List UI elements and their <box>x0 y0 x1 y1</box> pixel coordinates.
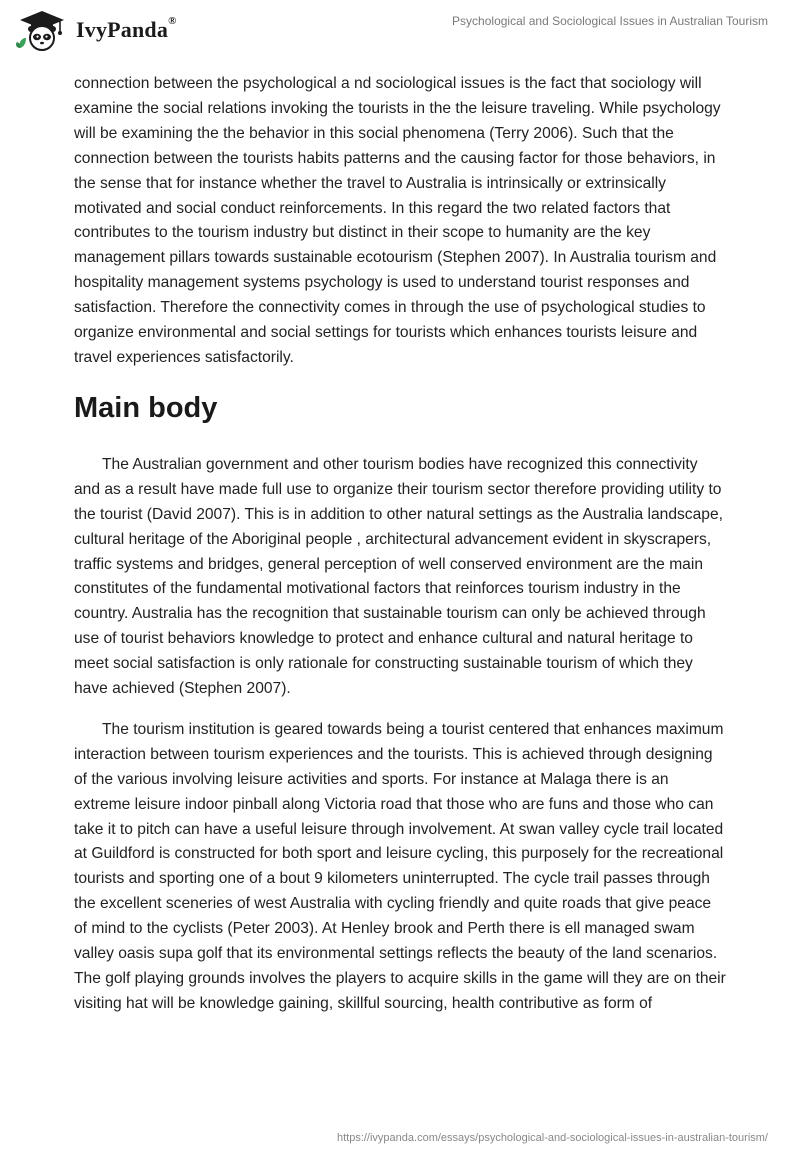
brand-name: IvyPanda® <box>76 15 177 42</box>
essay-content <box>74 72 726 1017</box>
ivypanda-logo[interactable] <box>14 8 177 52</box>
page-header <box>0 0 800 70</box>
body-paragraph-1: The Australian government and other tourism bodies have recognized this connectivity and as a result have made full use to organize their tourism sector therefore providing utility to the tourist (David 2007). This is in addition to other natural settings as the Australia landscape, cultural heritage of the Aboriginal people , architectural advancement evident in skyscrapers, traffic systems and bridges, general perception of well conserved environment are the main constitutes of the fundamental motivational factors that reinforces tourism industry in the country. Australia has the recognition that sustainable tourism can only be achieved through use of tourist behaviors knowledge to protect and enhance cultural and natural heritage to meet social satisfaction is only rationale for constructing sustainable tourism of which they have achieved (Stephen 2007). <box>74 455 723 698</box>
document-title: Psychological and Sociological Issues in Australian Tourism <box>452 14 768 28</box>
source-url[interactable]: https://ivypanda.com/essays/psychological-and-sociological-issues-in-australian-tourism/ <box>336 1132 768 1144</box>
body-paragraph-2: The tourism institution is geared towards being a tourist centered that enhances maximum interaction between tourism experiences and the tourists. This is achieved through designing of the various involving leisure activities and sports. For instance at Malaga there is an extreme leisure indoor pinball along Victoria road that those who are funs and those who can take it to pitch can have a useful leisure through involvement. At swan valley cycle trail located at Guildford is constructed for both sport and leisure cycling, this purposely for the recreational tourists and sporting one of a bout 9 kilometers uninterrupted. The cycle trail passes through the excellent sceneries of west Australia with cycling friendly and quite roads that give peace of mind to the cyclists (Peter 2003). At Henley brook and Perth there is ell managed swam valley oasis supa golf that its environmental settings reflects the beauty of the land scenarios. The golf playing grounds involves the players to acquire skills in the game will they are on their visiting hat will be knowledge gaining, skillful sourcing, health contributive as form of <box>74 720 726 1012</box>
intro-paragraph: connection between the psychological a nd sociological issues is the fact that sociology will examine the social relations invoking the tourists in the the leisure traveling. While psychology will be examining the the behavior in this social phenomena (Terry 2006). Such that the connection between the tourists habits patterns and the causing factor for those behaviors, in the sense that for instance whether the travel to Australia is intrinsically or extrinsically motivated and social conduct reinforcements. In this regard the two related factors that contributes to the tourism industry but distinct in their scope to humanity are the key management pillars towards sustainable ecotourism (Stephen 2007). In Australia tourism and hospitality management systems psychology is used to understand tourist responses and satisfaction. Therefore the connectivity comes in through the use of psychological studies to organize environmental and social settings for tourists which enhances tourists leisure and travel experiences satisfactorily. <box>74 75 721 366</box>
section-heading-main-body: Main body <box>74 391 218 424</box>
panda-graduate-icon <box>14 8 70 52</box>
